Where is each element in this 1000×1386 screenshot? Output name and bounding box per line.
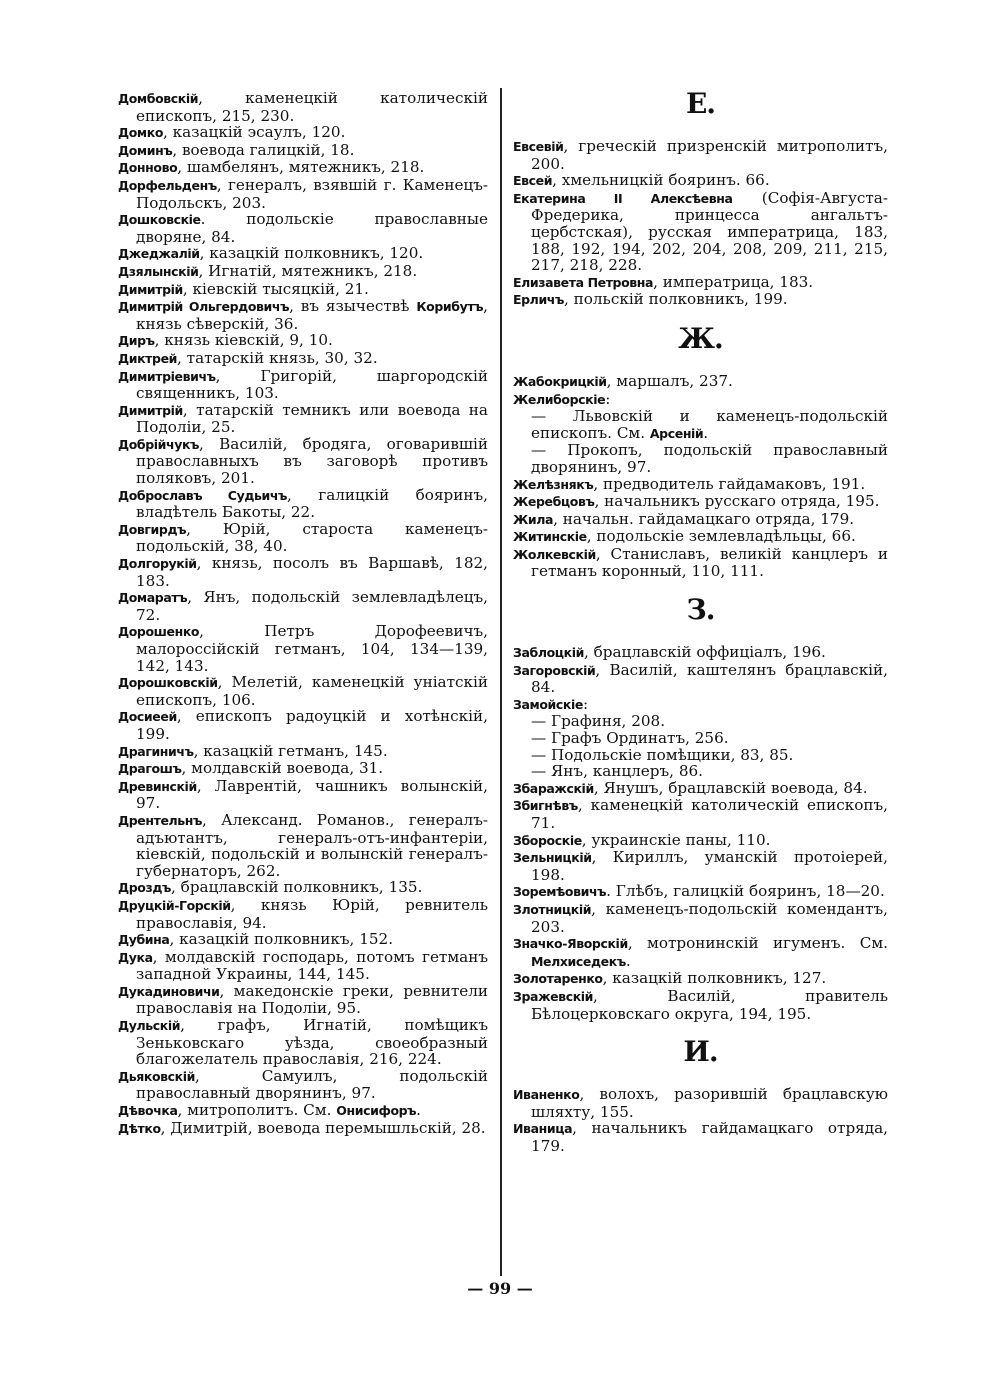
entry-text: . подольскіе православные дворяне, 84. bbox=[136, 210, 488, 246]
entry-text: , мотронинскій игуменъ. См. bbox=[627, 934, 888, 953]
entry-headword: Дьяковскій bbox=[118, 1068, 195, 1084]
entry-headword: Зельницкій bbox=[513, 850, 592, 866]
cross-reference: Мелхиседекъ bbox=[531, 953, 626, 969]
entry-text: , греческій призренскій митрополитъ, 200. bbox=[531, 137, 888, 173]
entry-text: , воевода галицкій, 18. bbox=[172, 140, 355, 159]
entry-headword: Иваненко bbox=[513, 1087, 580, 1103]
entry-text: (Софія-Августа-Фредерика, принцесса ангальтъ-цербстская), русская императрица, 183, 188, 192, 194, 202, 204, 208, 209, 211, 215, 217, 218, 228. bbox=[531, 188, 888, 275]
entry-text: , генералъ, взявшій г. Каменецъ-Подольскъ, 203. bbox=[136, 175, 488, 212]
entry-headword: Дрентельнъ bbox=[118, 812, 203, 828]
index-entry bbox=[513, 696, 888, 714]
index-entry bbox=[513, 373, 888, 391]
index-entry bbox=[118, 90, 488, 124]
entry-text: , императрица, 183. bbox=[653, 272, 814, 291]
index-entry bbox=[513, 832, 888, 850]
index-entry bbox=[118, 281, 488, 299]
entry-text: , македонскіе греки, ревнители православія на Подоліи, 95. bbox=[136, 981, 488, 1018]
index-entry bbox=[118, 812, 488, 879]
entry-text: , татарскій князь, 30, 32. bbox=[177, 348, 378, 367]
sub-entry bbox=[513, 730, 888, 747]
entry-headword: Дукадиновичи bbox=[118, 983, 220, 999]
entry-headword: Значко-Яворскій bbox=[513, 936, 628, 952]
index-entry bbox=[118, 177, 488, 211]
entry-text: , казацкій эсаулъ, 120. bbox=[163, 123, 346, 142]
entry-headword: Друцкій-Горскій bbox=[118, 897, 231, 913]
index-entry bbox=[118, 1017, 488, 1068]
entry-text-end: , князь сѣверскій, 36. bbox=[136, 297, 488, 333]
index-entry bbox=[513, 644, 888, 662]
index-entry bbox=[513, 528, 888, 546]
entry-headword: Домаратъ bbox=[118, 590, 188, 606]
entry-text: , Янушъ, брацлавскій воевода, 84. bbox=[593, 778, 868, 797]
index-entry bbox=[118, 931, 488, 949]
index-entry bbox=[118, 124, 488, 142]
index-entry bbox=[118, 159, 488, 177]
entry-headword: Жолкевскій bbox=[513, 546, 596, 562]
entry-headword: Дорошенко bbox=[118, 624, 200, 640]
entry-headword: Доброславъ Судьичъ bbox=[118, 487, 288, 503]
entry-text: , казацкій полковникъ, 152. bbox=[169, 930, 394, 949]
sub-entry bbox=[513, 442, 888, 475]
sub-entry-text: — Графиня, 208. bbox=[531, 712, 666, 731]
index-entry bbox=[513, 172, 888, 190]
entry-text: , брацлавскій полковникъ, 135. bbox=[171, 878, 423, 897]
entry-headword: Домбовскій bbox=[118, 91, 199, 106]
entry-text: , кіевскій тысяцкій, 21. bbox=[182, 279, 369, 298]
index-entry bbox=[513, 546, 888, 580]
index-entry bbox=[513, 274, 888, 292]
sub-entry bbox=[513, 763, 888, 780]
entry-headword: Димитрій bbox=[118, 281, 183, 297]
index-entry bbox=[513, 1086, 888, 1120]
entry-text: , Петръ Дорофеевичъ, малороссійскій гетманъ, 104, 134—139, 142, 143. bbox=[136, 622, 488, 675]
entry-text: , казацкій полковникъ, 120. bbox=[199, 244, 424, 263]
entry-text: , каменецъ-подольскій комендантъ, 203. bbox=[531, 899, 888, 936]
entry-text: . Глѣбъ, галицкій бояринъ, 18—20. bbox=[606, 882, 885, 901]
entry-headword: Злотницкій bbox=[513, 901, 592, 917]
entry-headword: Драгошъ bbox=[118, 761, 182, 777]
entry-headword: Заблоцкій bbox=[513, 645, 584, 661]
index-entry bbox=[513, 780, 888, 798]
entry-text-end: . bbox=[625, 951, 631, 970]
entry-text: , хмельницкій бояринъ. 66. bbox=[552, 171, 770, 190]
entry-headword: Житинскіе bbox=[513, 529, 587, 545]
entry-headword: Дубина bbox=[118, 932, 170, 948]
entry-text: , польскій полковникъ, 199. bbox=[563, 290, 788, 309]
cross-reference: Арсеній bbox=[649, 425, 704, 441]
index-entry bbox=[118, 1068, 488, 1102]
entry-headword: Желиборскіе bbox=[513, 391, 606, 407]
index-entry bbox=[118, 897, 488, 931]
cross-reference: Корибутъ bbox=[416, 299, 484, 315]
entry-text: , Янъ, подольскій землевладѣлецъ, 72. bbox=[136, 588, 488, 624]
entry-text: , шамбелянъ, мятежникъ, 218. bbox=[177, 158, 425, 177]
entry-headword: Загоровскій bbox=[513, 662, 596, 678]
index-entry bbox=[118, 623, 488, 674]
index-entry bbox=[513, 511, 888, 529]
index-entry bbox=[118, 743, 488, 761]
entry-headword: Дука bbox=[118, 949, 153, 965]
index-entry bbox=[118, 983, 488, 1017]
entry-text: : bbox=[605, 389, 611, 408]
index-entry bbox=[118, 245, 488, 263]
index-entry bbox=[118, 298, 488, 332]
entry-headword: Збаражскій bbox=[513, 780, 594, 796]
index-entry bbox=[118, 332, 488, 350]
entry-text: , маршалъ, 237. bbox=[606, 371, 733, 390]
entry-headword: Донново bbox=[118, 160, 178, 176]
entry-headword: Збигнѣвъ bbox=[513, 798, 578, 814]
entry-headword: Жабокрицкій bbox=[513, 373, 607, 389]
entry-headword: Евсевій bbox=[513, 139, 564, 154]
index-entry bbox=[513, 476, 888, 494]
right-column bbox=[513, 87, 888, 1155]
entry-text: , Лаврентій, чашникъ волынскій, 97. bbox=[136, 776, 488, 813]
index-entry bbox=[513, 901, 888, 935]
entry-text: , Василій, бродяга, оговарившій православныхъ въ заговорѣ противъ поляковъ, 201. bbox=[136, 434, 488, 488]
entry-text: , Кириллъ, уманскій протоіерей, 198. bbox=[531, 848, 888, 884]
index-entry bbox=[118, 521, 488, 555]
index-entry bbox=[118, 436, 488, 487]
entry-text: , Станиславъ, великій канцлеръ и гетманъ коронный, 110, 111. bbox=[531, 544, 888, 581]
entry-headword: Джеджалій bbox=[118, 246, 200, 262]
entry-headword: Долгорукій bbox=[118, 556, 197, 572]
index-entry bbox=[513, 797, 888, 831]
index-entry bbox=[513, 970, 888, 988]
entry-headword: Димитріевичъ bbox=[118, 368, 216, 384]
index-entry bbox=[118, 708, 488, 742]
sub-entry-text-end: . bbox=[703, 423, 709, 442]
entry-text: , брацлавскій оффиціалъ, 196. bbox=[583, 643, 826, 662]
entry-text: , начальникъ гайдамацкаго отряда, 179. bbox=[531, 1119, 888, 1155]
section-letter-heading: И. bbox=[683, 1035, 718, 1069]
entry-text: , предводитель гайдамаковъ, 191. bbox=[593, 474, 866, 493]
entry-text: , молдавскій воевода, 31. bbox=[181, 759, 384, 778]
entry-headword: Дѣтко bbox=[118, 1120, 161, 1136]
sub-entry-text: — Янъ, канцлеръ, 86. bbox=[531, 762, 703, 781]
entry-headword: Домко bbox=[118, 125, 164, 141]
index-entry bbox=[118, 949, 488, 983]
left-column bbox=[118, 90, 488, 1137]
entry-text: , Мелетій, каменецкій уніатскій епископъ, 106. bbox=[136, 673, 488, 709]
entry-headword: Ерличъ bbox=[513, 292, 564, 308]
entry-headword: Дроздъ bbox=[118, 880, 172, 896]
entry-headword: Зоремѣовичъ bbox=[513, 884, 607, 900]
entry-headword: Дзялынскій bbox=[118, 263, 199, 279]
entry-text: , князь кіевскій, 9, 10. bbox=[154, 331, 333, 350]
sub-entry-text: — Графъ Ординатъ, 256. bbox=[531, 729, 729, 748]
entry-text: , каменецкій католическій епископъ, 215, 230. bbox=[136, 89, 488, 125]
index-entry bbox=[118, 487, 488, 521]
page-number: — 99 — bbox=[467, 1279, 533, 1298]
sub-entry bbox=[513, 713, 888, 730]
entry-text: , подольскіе землевладѣльцы, 66. bbox=[586, 527, 856, 546]
index-entry bbox=[513, 988, 888, 1022]
entry-headword: Золотаренко bbox=[513, 971, 603, 987]
entry-text: , начальн. гайдамацкаго отряда, 179. bbox=[553, 509, 855, 528]
entry-headword: Дульскій bbox=[118, 1018, 181, 1034]
entry-text: , татарскій темникъ или воевода на Подоліи, 25. bbox=[136, 400, 488, 437]
entry-headword: Дошковскіе bbox=[118, 212, 201, 228]
entry-headword: Жеребцовъ bbox=[513, 494, 595, 510]
entry-text: , волохъ, разорившій брацлавскую шляхту, 155. bbox=[531, 1085, 888, 1121]
entry-text: , казацкій полковникъ, 127. bbox=[602, 969, 827, 988]
index-entry bbox=[118, 674, 488, 708]
index-entry bbox=[118, 1102, 488, 1120]
index-entry bbox=[513, 138, 888, 172]
entry-headword: Дорфельденъ bbox=[118, 177, 217, 193]
entry-headword: Збороскіе bbox=[513, 832, 582, 848]
section-letter-heading: З. bbox=[686, 593, 715, 627]
entry-text: , князь Юрій, ревнитель православія, 94. bbox=[136, 895, 488, 932]
entry-text: : bbox=[582, 694, 589, 713]
entry-headword: Добрійчукъ bbox=[118, 436, 200, 452]
entry-text: , графъ, Игнатій, помѣщикъ Зеньковскаго уѣзда, своеобразный благожелатель православія, 216, 224. bbox=[136, 1016, 488, 1069]
entry-headword: Досиеей bbox=[118, 709, 177, 725]
index-entry bbox=[118, 402, 488, 436]
index-entry bbox=[513, 883, 888, 901]
index-entry bbox=[513, 391, 888, 409]
entry-text: , Димитрій, воевода перемышльскій, 28. bbox=[160, 1118, 486, 1137]
entry-text: , митрополитъ. См. bbox=[177, 1101, 337, 1120]
index-entry bbox=[513, 935, 888, 970]
entry-text: , галицкій бояринъ, владѣтель Бакоты, 22. bbox=[136, 485, 488, 522]
entry-headword: Драгиничъ bbox=[118, 743, 194, 759]
index-entry bbox=[513, 1120, 888, 1154]
index-entry bbox=[118, 142, 488, 160]
index-entry bbox=[118, 211, 488, 245]
index-entry bbox=[118, 368, 488, 402]
entry-headword: Димитрій Ольгердовичъ bbox=[118, 299, 290, 315]
cross-reference: Онисифоръ bbox=[336, 1103, 417, 1119]
index-entry bbox=[118, 263, 488, 281]
entry-text: , въ язычествѣ bbox=[289, 297, 417, 316]
entry-text: , украинскіе паны, 110. bbox=[581, 830, 771, 849]
index-entry bbox=[118, 1120, 488, 1138]
entry-text-end: . bbox=[416, 1101, 421, 1120]
index-entry bbox=[118, 778, 488, 812]
index-entry bbox=[513, 190, 888, 274]
sub-entry bbox=[513, 408, 888, 442]
entry-headword: Довгирдъ bbox=[118, 521, 187, 537]
sub-entry-text: — Прокопъ, подольскій православный дворянинъ, 97. bbox=[531, 441, 888, 476]
index-entry bbox=[118, 555, 488, 589]
index-entry bbox=[513, 291, 888, 309]
entry-text: , Александ. Романов., генералъ-адъютантъ, генералъ-отъ-инфантеріи, кіевскій, подольскій и волынскій генералъ-губернаторъ, 262. bbox=[136, 810, 488, 880]
entry-headword: Дѣвочка bbox=[118, 1103, 178, 1119]
index-entry bbox=[118, 760, 488, 778]
entry-headword: Замойскіе bbox=[513, 696, 583, 712]
entry-headword: Диктрей bbox=[118, 350, 178, 366]
section-letter-heading: Е. bbox=[685, 87, 716, 120]
entry-text: , молдавскій господарь, потомъ гетманъ западной Украины, 144, 145. bbox=[136, 947, 488, 984]
entry-text: , Григорій, шаргородскій священникъ, 103. bbox=[136, 366, 488, 403]
entry-headword: Диръ bbox=[118, 333, 155, 349]
entry-text: , начальникъ русскаго отряда, 195. bbox=[594, 492, 880, 511]
entry-text: , князь, посолъ въ Варшавѣ, 182, 183. bbox=[136, 554, 488, 590]
index-entry bbox=[118, 589, 488, 623]
index-entry bbox=[513, 493, 888, 511]
entry-headword: Древинскій bbox=[118, 778, 197, 794]
entry-text: , Самуилъ, подольскій православный дворянинъ, 97. bbox=[136, 1066, 488, 1103]
index-entry bbox=[513, 662, 888, 696]
sub-entry-text: — Львовскій и каменецъ-подольскій епископъ. См. bbox=[531, 407, 888, 442]
entry-headword: Желѣзнякъ bbox=[513, 476, 594, 492]
entry-text: , епископъ радоуцкій и хотѣнскій, 199. bbox=[136, 707, 488, 743]
entry-headword: Зражевскій bbox=[513, 988, 594, 1004]
entry-text: , Игнатій, мятежникъ, 218. bbox=[198, 261, 418, 280]
entry-headword: Димитрій bbox=[118, 402, 183, 418]
entry-headword: Иваница bbox=[513, 1121, 573, 1137]
entry-headword: Евсей bbox=[513, 173, 553, 189]
column-divider bbox=[500, 88, 502, 1276]
entry-headword: Елизавета Петровна bbox=[513, 274, 654, 290]
entry-headword: Жила bbox=[513, 511, 554, 527]
index-entry bbox=[118, 350, 488, 368]
section-letter-heading: Ж. bbox=[678, 321, 723, 355]
index-entry bbox=[513, 849, 888, 883]
entry-headword: Дорошковскій bbox=[118, 675, 218, 691]
index-entry bbox=[118, 879, 488, 897]
entry-text: , Василій, правитель Бѣлоцерковскаго округа, 194, 195. bbox=[531, 986, 888, 1023]
entry-text: , Василій, каштелянъ брацлавскій, 84. bbox=[531, 660, 888, 697]
sub-entry-text: — Подольскіе помѣщики, 83, 85. bbox=[531, 745, 794, 764]
entry-text: , казацкій гетманъ, 145. bbox=[193, 741, 388, 760]
entry-headword: Екатерина II Алексѣевна bbox=[513, 190, 733, 206]
entry-text: , Юрій, староста каменецъ-подольскій, 38, 40. bbox=[136, 519, 488, 556]
entry-text: , каменецкій католическій епископъ, 71. bbox=[531, 796, 888, 832]
entry-headword: Доминъ bbox=[118, 142, 173, 158]
sub-entry bbox=[513, 747, 888, 764]
